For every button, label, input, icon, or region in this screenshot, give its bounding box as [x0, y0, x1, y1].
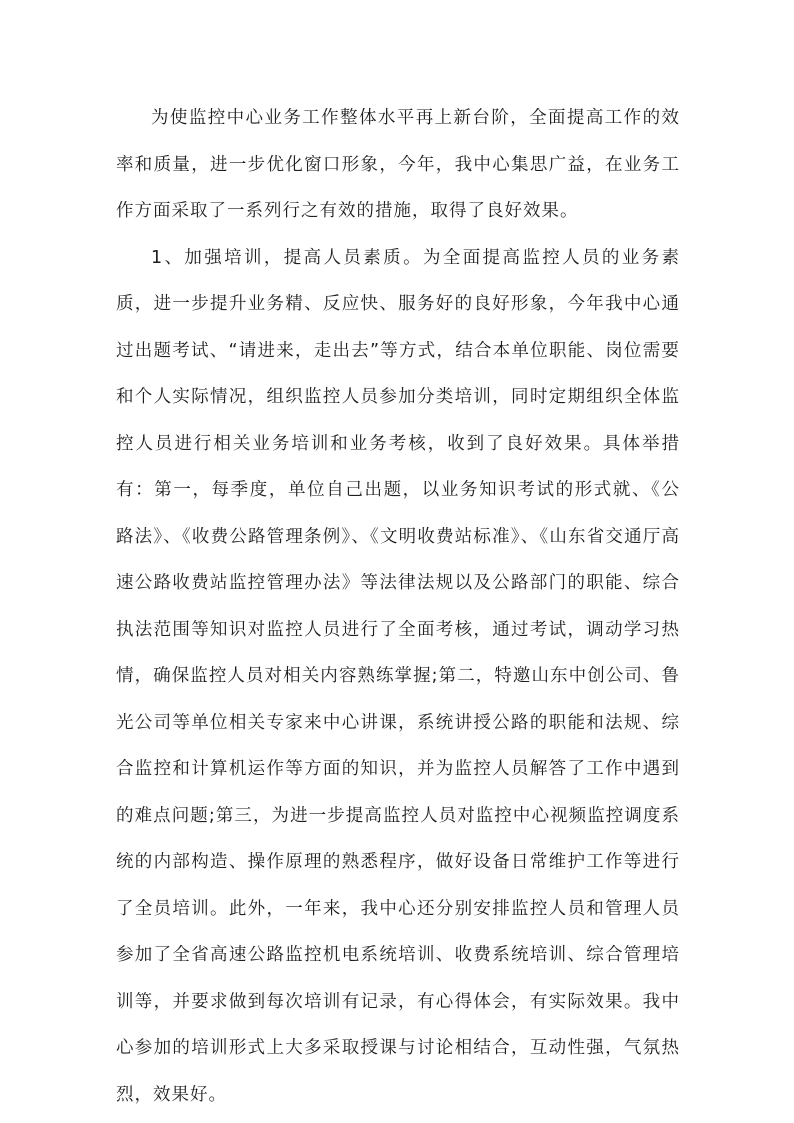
body-text	[116, 95, 680, 1118]
intro-paragraph: 为使监控中心业务工作整体水平再上新台阶，全面提高工作的效率和质量，进一步优化窗口形象，今年，我中心集思广益，在业务工作方面采取了一系列行之有效的措施，取得了良好效果。	[116, 108, 680, 221]
training-paragraph: 1、加强培训，提高人员素质。为全面提高监控人员的业务素质，进一步提升业务精、反应快、服务好的良好形象，今年我中心通过出题考试、“请进来，走出去”等方式，结合本单位职能、岗位需要和个人实际情况，组织监控人员参加分类培训，同时定期组织全体监控人员进行相关业务培训和业务考核，收到了良好效果。具体举措有：第一，每季度，单位自己出题，以业务知识考试的形式就、《公路法》、《收费公路管理条例》、《文明收费站标准》、《山东省交通厅高速公路收费站监控管理办法》等法律法规以及公路部门的职能、综合执法范围等知识对监控人员进行了全面考核，通过考试，调动学习热情，确保监控人员对相关内容熟练掌握;第二，特邀山东中创公司、鲁光公司等单位相关专家来中心讲课，系统讲授公路的职能和法规、综合监控和计算机运作等方面的知识，并为监控人员解答了工作中遇到的难点问题;第三，为进一步提高监控人员对监控中心视频监控调度系统的内部构造、操作原理的熟悉程序，做好设备日常维护工作等进行了全员培训。此外，一年来，我中心还分别安排监控人员和管理人员参加了全省高速公路监控机电系统培训、收费系统培训、综合管理培训等，并要求做到每次培训有记录，有心得体会，有实际效果。我中心参加的培训形式上大多采取授课与讨论相结合，互动性强，气氛热烈，效果好。	[116, 247, 680, 1105]
